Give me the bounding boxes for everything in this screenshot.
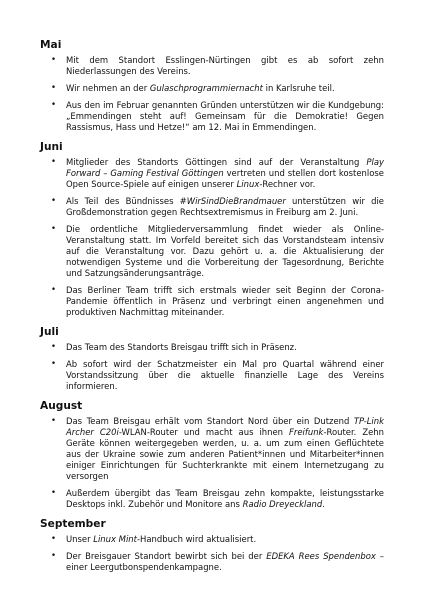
text-run: Als Teil des Bündnisses bbox=[66, 196, 180, 206]
section-heading: Juli bbox=[40, 326, 59, 338]
text-run: Unser bbox=[66, 534, 94, 544]
text-run: vertreten und stellen dort kostenlose Open Source-Spiele auf einigen unserer bbox=[66, 168, 384, 189]
bullet-list bbox=[40, 157, 384, 318]
bullet-list bbox=[40, 55, 384, 133]
bullet-icon: • bbox=[51, 342, 57, 352]
list-item bbox=[40, 196, 384, 218]
list-item bbox=[40, 224, 384, 279]
text-run: Aus den im Februar genannten Gründen unterstützen wir die Kundgebung: „Emmendingen steht auf! Gemeinsam für die Demokratie! Gegen Rassismus, Hass und Hetze!“ am 12. Mai in Emmendingen. bbox=[66, 100, 384, 132]
bullet-icon: • bbox=[51, 534, 57, 544]
list-item bbox=[40, 83, 384, 94]
text-run: -Handbuch wird aktualisiert. bbox=[136, 534, 257, 544]
list-item bbox=[40, 100, 384, 133]
list-item bbox=[40, 416, 384, 482]
section-mai bbox=[40, 38, 384, 133]
list-item bbox=[40, 55, 384, 77]
bullet-icon: • bbox=[51, 488, 57, 498]
emphasis-text: Radio Dreyeckland bbox=[242, 499, 323, 509]
bullet-icon: • bbox=[51, 55, 57, 65]
text-run: Mit dem Standort Esslingen-Nürtingen gibt es ab sofort zehn Niederlassungen des Vereins. bbox=[66, 55, 384, 76]
text-run: -Rechner vor. bbox=[259, 179, 316, 189]
emphasis-text: Gulaschprogrammiernacht bbox=[149, 83, 263, 93]
bullet-icon: • bbox=[51, 551, 57, 561]
emphasis-text: TP-Link Archer C20i bbox=[66, 416, 384, 437]
bullet-icon: • bbox=[51, 224, 57, 234]
emphasis-text: #WirSindDieBrandmauer bbox=[179, 196, 286, 206]
section-september bbox=[40, 517, 384, 573]
bullet-icon: • bbox=[51, 359, 57, 369]
text-run: Das Berliner Team trifft sich erstmals wieder seit Beginn der Corona-Pandemie öffentlich in Präsenz und verbringt einen angenehmen und produktiven Nachmittag miteinander. bbox=[66, 285, 384, 317]
bullet-icon: • bbox=[51, 196, 57, 206]
text-run: Das Team des Standorts Breisgau trifft sich in Präsenz. bbox=[66, 342, 297, 352]
text-run: Mitglieder des Standorts Göttingen sind auf der Veranstaltung bbox=[66, 157, 367, 167]
list-item bbox=[40, 157, 384, 190]
list-item bbox=[40, 359, 384, 392]
emphasis-text: Linux bbox=[236, 179, 260, 189]
text-run: Der Breisgauer Standort bewirbt sich bei der bbox=[66, 551, 267, 561]
bullet-icon: • bbox=[51, 285, 57, 295]
bullet-icon: • bbox=[51, 100, 57, 110]
section-heading: Mai bbox=[40, 39, 62, 51]
bullet-icon: • bbox=[51, 416, 57, 426]
text-run: Außerdem übergibt das Team Breisgau zehn kompakte, leistungsstarke Desktops inkl. Zubehör und Monitore ans bbox=[66, 488, 384, 509]
bullet-list bbox=[40, 534, 384, 573]
section-heading: September bbox=[40, 518, 106, 530]
text-run: -WLAN-Router und macht aus ihnen bbox=[118, 427, 290, 437]
list-item bbox=[40, 551, 384, 573]
section-juli bbox=[40, 325, 384, 392]
section-juni bbox=[40, 140, 384, 318]
list-item bbox=[40, 342, 384, 353]
text-run: unterstützen wir die Großdemonstration gegen Rechtsextremismus in Freiburg am 2. Juni. bbox=[66, 196, 384, 217]
emphasis-text: Freifunk bbox=[289, 427, 324, 437]
bullet-icon: • bbox=[51, 83, 57, 93]
list-item bbox=[40, 285, 384, 318]
list-item bbox=[40, 488, 384, 510]
list-item bbox=[40, 534, 384, 545]
emphasis-text: Play Forward – Gaming Festival Göttingen bbox=[66, 157, 384, 178]
text-run: . bbox=[322, 499, 325, 509]
text-run: Das Team Breisgau erhält vom Standort Nord über ein Dutzend bbox=[66, 416, 354, 426]
text-run: Wir nehmen an der bbox=[66, 83, 150, 93]
bullet-icon: • bbox=[51, 157, 57, 167]
bullet-list bbox=[40, 342, 384, 392]
text-run: in Karlsruhe teil. bbox=[262, 83, 335, 93]
text-run: Ab sofort wird der Schatzmeister ein Mal pro Quartal während einer Vorstandssitzung über die aktuelle finanzielle Lage des Vereins informieren. bbox=[66, 359, 384, 391]
section-heading: Juni bbox=[40, 141, 63, 153]
section-august bbox=[40, 399, 384, 510]
text-run: – einer Leergutbonspendenkampagne. bbox=[66, 551, 385, 572]
emphasis-text: EDEKA Rees Spendenbox bbox=[266, 551, 376, 561]
emphasis-text: Linux Mint bbox=[93, 534, 137, 544]
bullet-list bbox=[40, 416, 384, 510]
section-heading: August bbox=[40, 400, 83, 412]
text-run: -Router. Zehn Geräte können weitergegeben werden, u. a. um zum einen Geflüchtete aus der Ukraine sowie zum anderen Patient*innen und Mitarbeiter*innen einiger Einrichtungen für Suchterkrankte mit einem Internetzugang zu versorgen bbox=[66, 427, 384, 481]
text-run: Die ordentliche Mitgliederversammlung findet wieder als Online-Veranstaltung statt. Im Vorfeld bereitet sich das Vorstandsteam intensiv auf die Veranstaltung vor. Dazu gehört u. a. die Aktualisierung der notwendigen Systeme und die Vorbereitung der Tagesordnung, Berichte und Satzungsänderungsanträge. bbox=[66, 224, 384, 278]
